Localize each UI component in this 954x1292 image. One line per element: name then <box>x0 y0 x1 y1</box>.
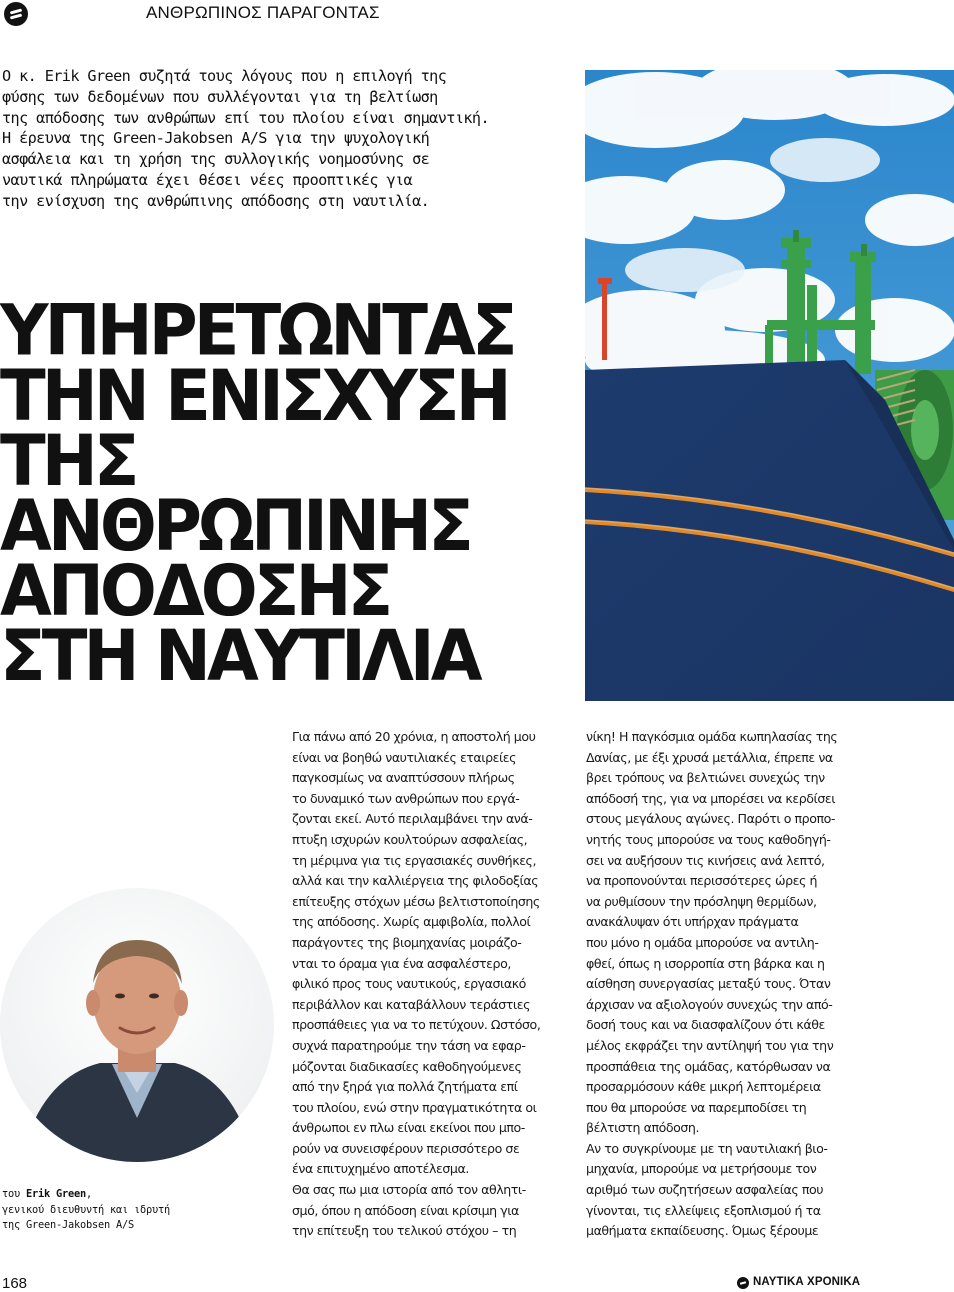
author-title: , γενικού διευθυντή και ιδρυτή της Green-Jakobsen A/S <box>2 1188 170 1231</box>
page-number: 168 <box>2 1275 28 1292</box>
ship-wave-icon <box>4 2 28 26</box>
author-name: Erik Green <box>26 1188 86 1200</box>
caption-prefix: του <box>2 1188 26 1200</box>
article-intro: Ο κ. Erik Green συζητά τους λόγους που η επιλογή της φύσης των δεδομένων που συλλέγονται για τη βελτίωση της απόδοσης των ανθρώπων επί του πλοίου είναι σημαντική. Η έρευνα της Green-Jakobsen A/S για την ψυχολογική ασφάλεια και τη χρήση της συλλογικής νοημοσύνης σε ναυτικά πληρώματα έχει θέσει νέες προοπτικές για την ενίσχυση της ανθρώπινης απόδοσης στη ναυτιλία. <box>2 67 489 210</box>
ship-deck-photo <box>585 70 954 701</box>
article-body-column-2: νίκη! Η παγκόσμια ομάδα κωπηλασίας της Δανίας, με έξι χρυσά μετάλλια, έπρεπε να βρει τρόπους να βελτιώνει συνεχώς την απόδοσή της, για να μπορέσει να κερδίσει στους μεγάλους αγώνες. Παρότι ο προπο- νητής τους μπορούσε να τους καθοδηγή- σει να αυξήσουν τις κινήσεις ανά λεπτό, να προπονούνται περισσότερες ώρες ή να ρυθμίσουν την πρόσληψη θερμίδων, ανακάλυψαν ότι υπήρχαν πράγματα που μόνο η ομάδα μπορούσε να αντιλη- φθεί, όπως η ισορροπία στη βάρκα και η αίσθηση συνεργασίας μεταξύ τους. Όταν άρχισαν να αξιολογούν συνεχώς την από- δοσή τους και να διασφαλίζουν ότι κάθε μέλος εκφράζει την αντίληψή του για την προσπάθεια της ομάδας, κατόρθωσαν να προσαρμόσουν κάθε μικρή λεπτομέρεια που θα μπορούσε να παρεμποδίσει τη βέλτιστη απόδοση. Αν το συγκρίνουμε με τη ναυτιλιακή βιο- μηχανία, μπορούμε να μετρήσουμε τον αριθμό των συζητήσεων ασφαλείας που γίνονται, τις ελλείψεις εξοπλισμού ή τα μαθήματα εκπαίδευσης. Όμως ξέρουμε <box>586 729 838 1239</box>
author-portrait <box>0 888 274 1162</box>
section-title: ΑΝΘΡΩΠΙΝΟΣ ΠΑΡΑΓΟΝΤΑΣ <box>146 3 380 22</box>
magazine-name: ΝΑΥΤΙΚΑ ΧΡΟΝΙΚΑ <box>753 1276 861 1288</box>
article-headline: ΥΠΗΡΕΤΩΝΤΑΣ ΤΗΝ ΕΝΙΣΧΥΣΗ ΤΗΣ ΑΝΘΡΩΠΙΝΗΣ ΑΠΟΔΟΣΗΣ ΣΤΗ ΝΑΥΤΙΛΙΑ <box>0 289 514 697</box>
ship-wave-icon <box>737 1277 749 1289</box>
author-caption <box>2 1187 212 1234</box>
article-body-column-1: Για πάνω από 20 χρόνια, η αποστολή μου είναι να βοηθώ ναυτιλιακές εταιρείες παγκοσμίως να αναπτύσσουν πλήρως το δυναμικό των ανθρώπων που εργά- ζονται εκεί. Αυτό περιλαμβάνει την ανά- πτυξη ισχυρών κουλτούρων ασφαλείας, τη μέριμνα για τις εργασιακές συνθήκες, αλλά και την καλλιέργεια της φιλοδοξίας επίτευξης στόχων μέσω βελτιστοποίησης της απόδοσης. Χωρίς αμφιβολία, πολλοί παράγοντες της βιομηχανίας μοιράζο- νται το όραμα για ένα ασφαλέστερο, φιλικό προς τους ναυτικούς, εργασιακό περιβάλλον και καταβάλλουν τεράστιες προσπάθειες για να το πετύχουν. Ωστόσο, συχνά παρατηρούμε την τάση να εφαρ- μόζονται διαδικασίες καθοδηγούμενες από την ξηρά για πολλά ζητήματα επί του πλοίου, ενώ στην πραγματικότητα οι άνθρωποι εν πλω είναι εκείνοι που μπο- ρούν να συνεισφέρουν περισσότερο σε ένα επιτυχημένο αποτέλεσμα. Θα σας πω μια ιστορία από τον αθλητι- σμό, όπου η απόδοση είναι κρίσιμη για την επίτευξη του τελικού στόχου – τη <box>292 729 541 1239</box>
